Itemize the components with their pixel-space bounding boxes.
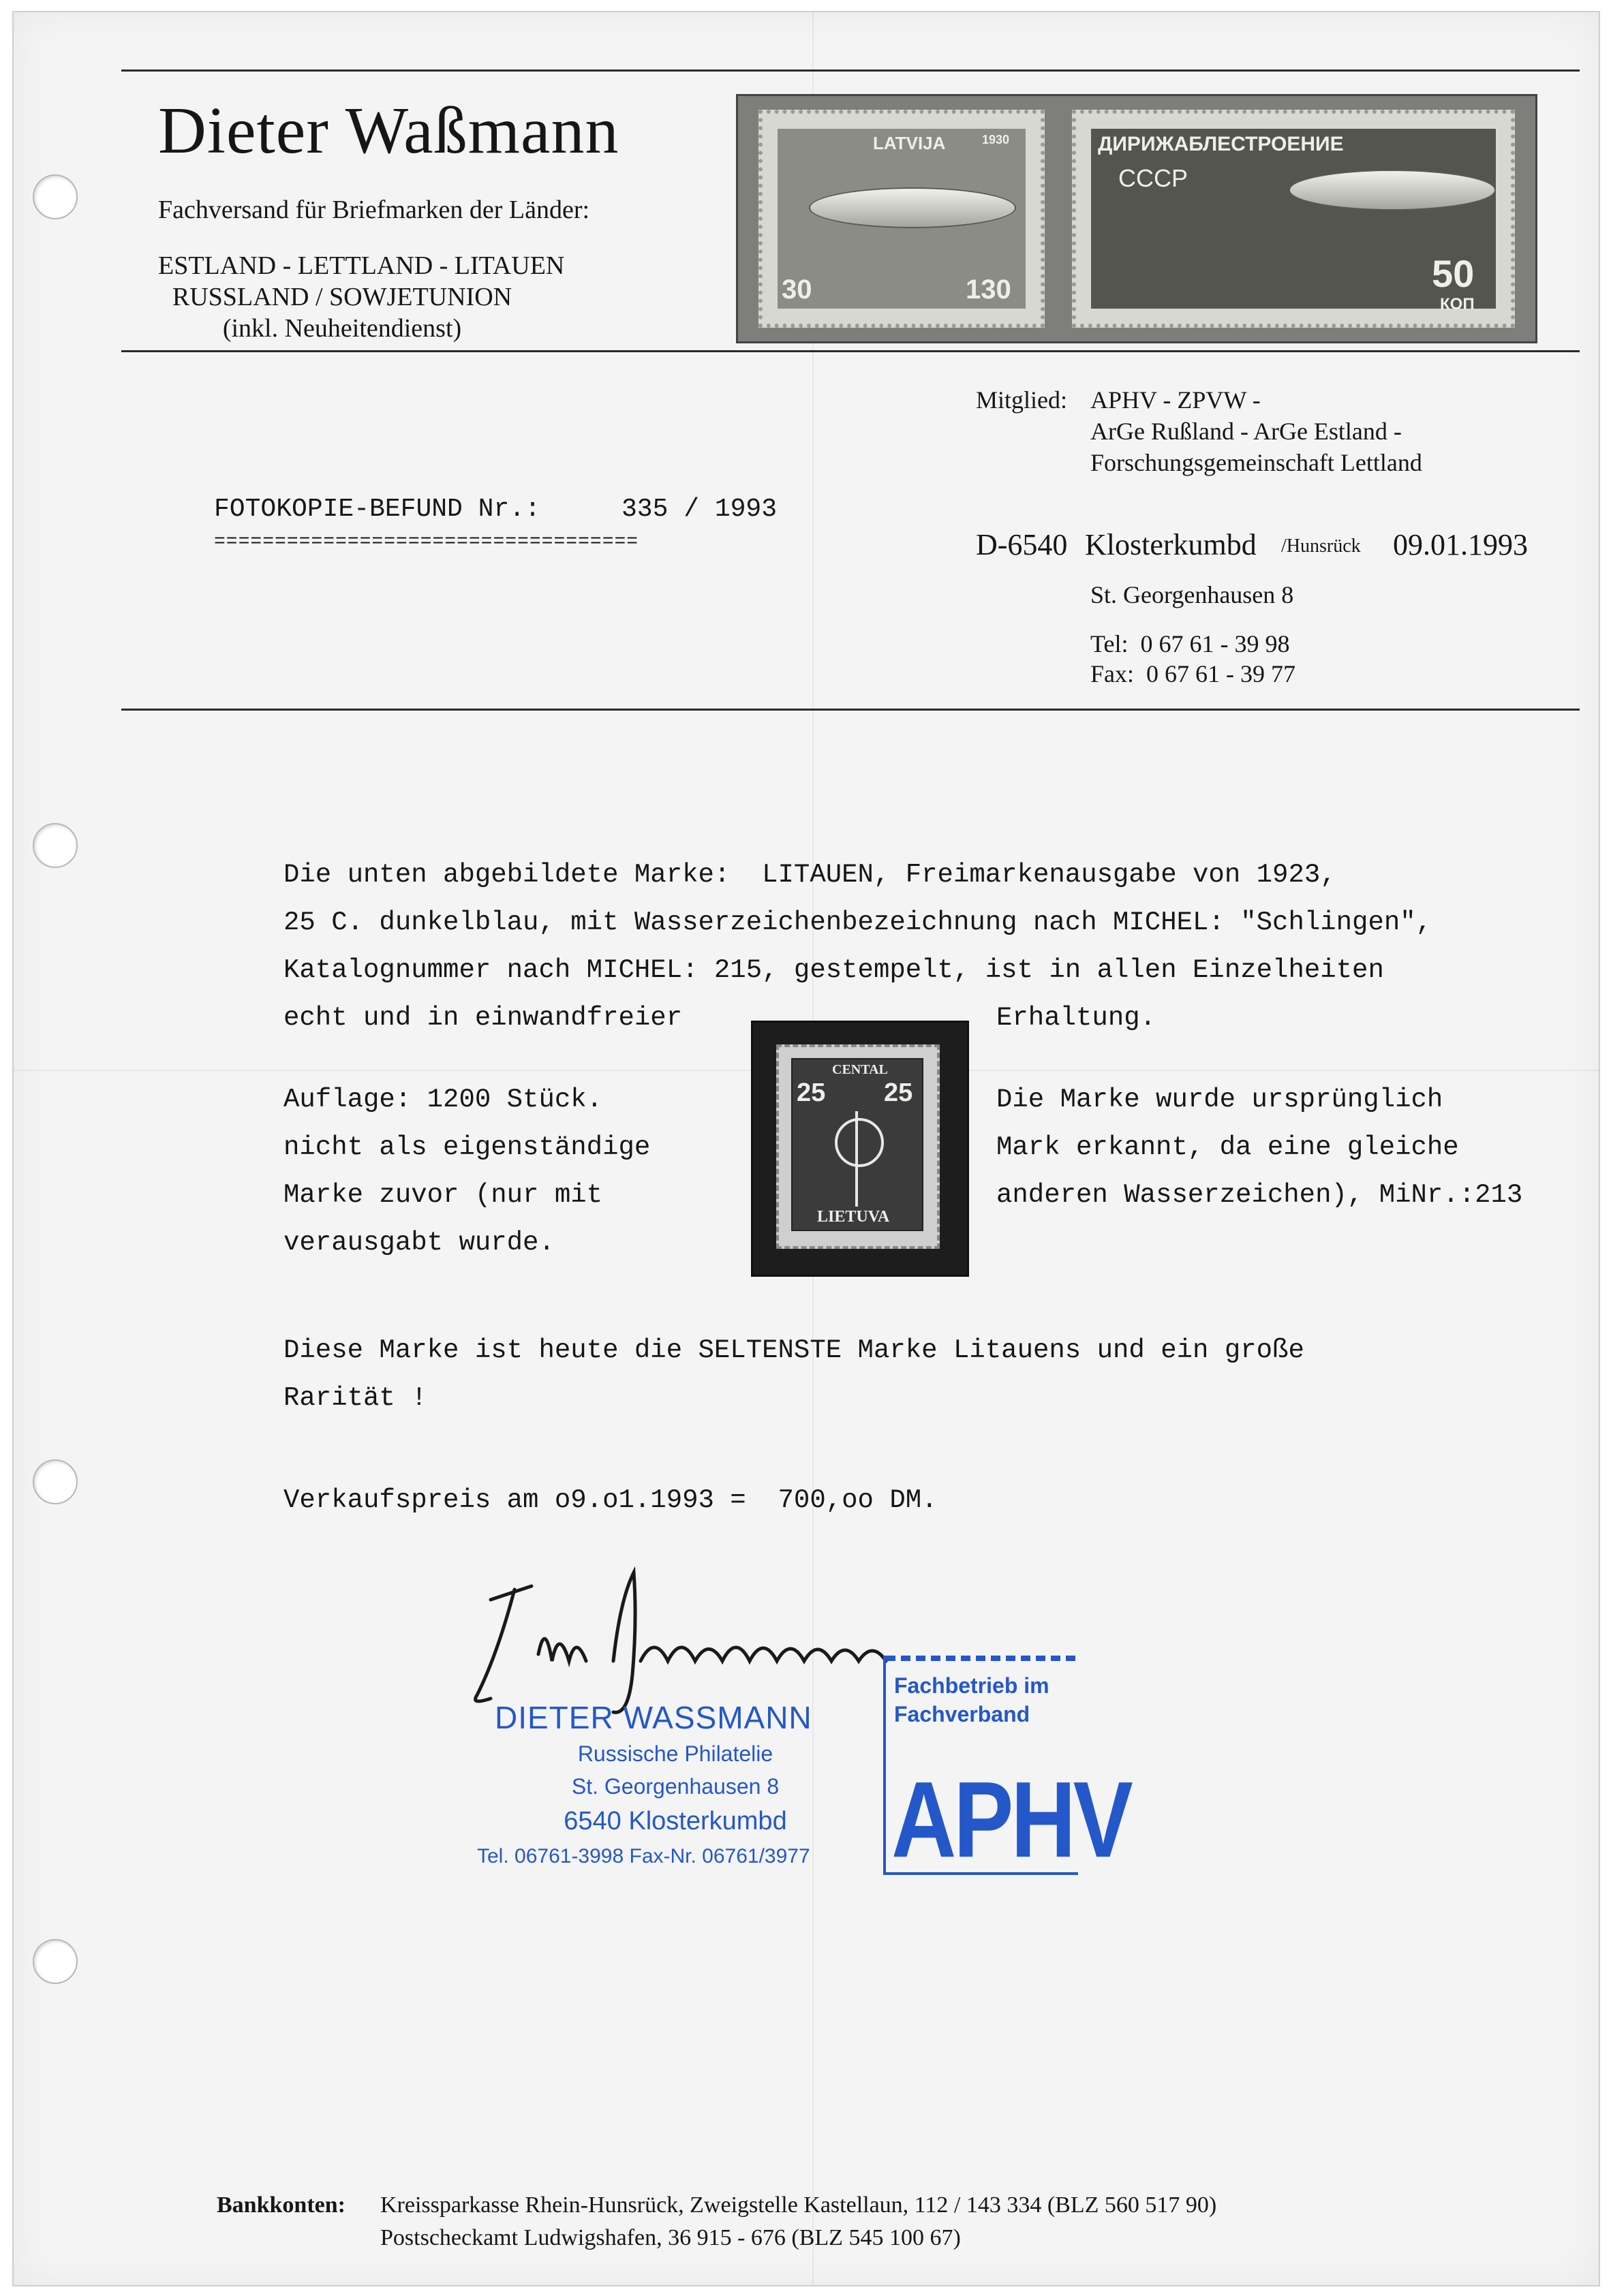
aphv-line1: Fachbetrieb im — [894, 1673, 1049, 1698]
ussr-stamp-unit: КОП — [1440, 295, 1475, 313]
rarity-line1: Diese Marke ist heute die SELTENSTE Marke Litauens und ein große — [283, 1335, 1304, 1365]
footer-line2: Postscheckamt Ludwigshafen, 36 915 - 676 (BLZ 545 100 67) — [380, 2225, 961, 2250]
countries-line3: (inkl. Neuheitendienst) — [222, 314, 462, 343]
stamp-dealer-line1: Russische Philatelie — [577, 1741, 773, 1766]
body-left1: Auflage: 1200 Stück. — [283, 1085, 603, 1115]
punch-hole-icon — [33, 1459, 78, 1504]
punch-hole-icon — [33, 174, 78, 219]
body-right3: anderen Wasserzeichen), MiNr.:213 — [996, 1180, 1523, 1210]
body-line3: Katalognummer nach MICHEL: 215, gestempelt, ist in allen Einzelheiten — [283, 955, 1384, 985]
latvia-stamp-value-right: 130 — [966, 275, 1011, 305]
countries-line2: RUSSLAND / SOWJETUNION — [172, 283, 512, 311]
address-fax: Fax: 0 67 61 - 39 77 — [1090, 660, 1295, 687]
certificate-underline: =================================== — [214, 531, 639, 553]
latvia-stamp-years: 1930 — [982, 133, 1010, 146]
zeppelin-icon — [809, 187, 1016, 228]
punch-hole-icon — [33, 1939, 78, 1984]
body-left4: verausgabt wurde. — [283, 1228, 555, 1258]
header-stamp-photo — [736, 94, 1537, 343]
ussr-stamp-value: 50 — [1432, 252, 1475, 295]
address-street: St. Georgenhausen 8 — [1090, 581, 1294, 608]
body-line1: Die unten abgebildete Marke: LITAUEN, Freimarkenausgabe von 1923, — [283, 860, 1336, 890]
latvia-stamp-value-left: 30 — [782, 275, 812, 305]
body-line4-right: Erhaltung. — [996, 1003, 1156, 1033]
stamp-dealer-line3: 6540 Klosterkumbd — [564, 1807, 787, 1835]
sale-price: Verkaufspreis am o9.o1.1993 = 700,oo DM. — [283, 1485, 938, 1515]
footer-line1: Kreissparkasse Rhein-Hunsrück, Zweigstelle Kastellaun, 112 / 143 334 (BLZ 560 517 90) — [380, 2192, 1217, 2218]
membership-label: Mitglied: — [976, 386, 1067, 414]
ussr-zeppelin-stamp — [1072, 110, 1515, 328]
address-tel: Tel: 0 67 61 - 39 98 — [1090, 630, 1290, 657]
latvia-zeppelin-stamp — [758, 110, 1045, 328]
brand-name: Dieter Waßmann — [158, 94, 619, 168]
footer-label: Bankkonten: — [217, 2192, 346, 2218]
punch-hole-icon — [33, 823, 78, 868]
address-region: /Hunsrück — [1281, 536, 1361, 557]
zeppelin-icon — [1289, 170, 1496, 211]
address-postcode: D-6540 — [976, 528, 1068, 561]
membership-line2: ArGe Rußland - ArGe Estland - — [1090, 418, 1402, 445]
latvia-stamp-country: LATVIJA — [873, 133, 946, 153]
address-town: Klosterkumbd — [1085, 528, 1257, 561]
stamp-dealer-line2: St. Georgenhausen 8 — [571, 1774, 780, 1799]
body-line2: 25 C. dunkelblau, mit Wasserzeichenbezeichnung nach MICHEL: "Schlingen", — [283, 907, 1432, 937]
body-left2: nicht als eigenständige — [283, 1132, 651, 1162]
aphv-logo: APHV — [891, 1759, 1131, 1880]
torch-icon — [855, 1111, 858, 1207]
membership-line3: Forschungsgemeinschaft Lettland — [1090, 449, 1422, 476]
certificate-number: 335 / 1993 — [622, 495, 778, 524]
stamp-dealer-name: DIETER WASSMANN — [495, 1700, 812, 1735]
wheel-emblem-icon — [835, 1118, 884, 1167]
aphv-line2: Fachverband — [894, 1702, 1030, 1726]
pictured-stamp-country: LIETUVA — [817, 1208, 890, 1226]
rarity-line2: Rarität ! — [283, 1383, 427, 1413]
certificate-label: FOTOKOPIE-BEFUND Nr.: — [214, 495, 540, 524]
aphv-stamp — [883, 1656, 1131, 1880]
body-right2: Mark erkannt, da eine gleiche — [996, 1132, 1459, 1162]
pictured-stamp-value-right: 25 — [884, 1079, 913, 1107]
wave-border-icon — [886, 1656, 1078, 1661]
header-rule-top — [121, 69, 1580, 72]
countries-line1: ESTLAND - LETTLAND - LITAUEN — [158, 251, 565, 280]
address-date: 09.01.1993 — [1393, 528, 1528, 561]
membership-line1: APHV - ZPVW - — [1090, 386, 1261, 414]
body-right1: Die Marke wurde ursprünglich — [996, 1085, 1443, 1115]
pictured-stamp-value-left: 25 — [797, 1079, 826, 1107]
certificate-sheet — [12, 11, 1600, 2286]
stamp-dealer-line4: Tel. 06761-3998 Fax-Nr. 06761/3977 — [477, 1845, 810, 1867]
tagline: Fachversand für Briefmarken der Länder: — [158, 196, 590, 224]
address-rule — [121, 709, 1580, 711]
pictured-stamp-top-label: CENTAL — [832, 1062, 888, 1077]
ussr-stamp-country: СССР — [1118, 164, 1188, 192]
body-left3: Marke zuvor (nur mit — [283, 1180, 603, 1210]
header-rule-bottom — [121, 350, 1580, 352]
body-line4-left: echt und in einwandfreier — [283, 1003, 683, 1033]
ussr-stamp-title: ДИРИЖАБЛЕСТРОЕНИЕ — [1098, 133, 1344, 155]
lithuania-stamp-photo — [751, 1021, 969, 1277]
